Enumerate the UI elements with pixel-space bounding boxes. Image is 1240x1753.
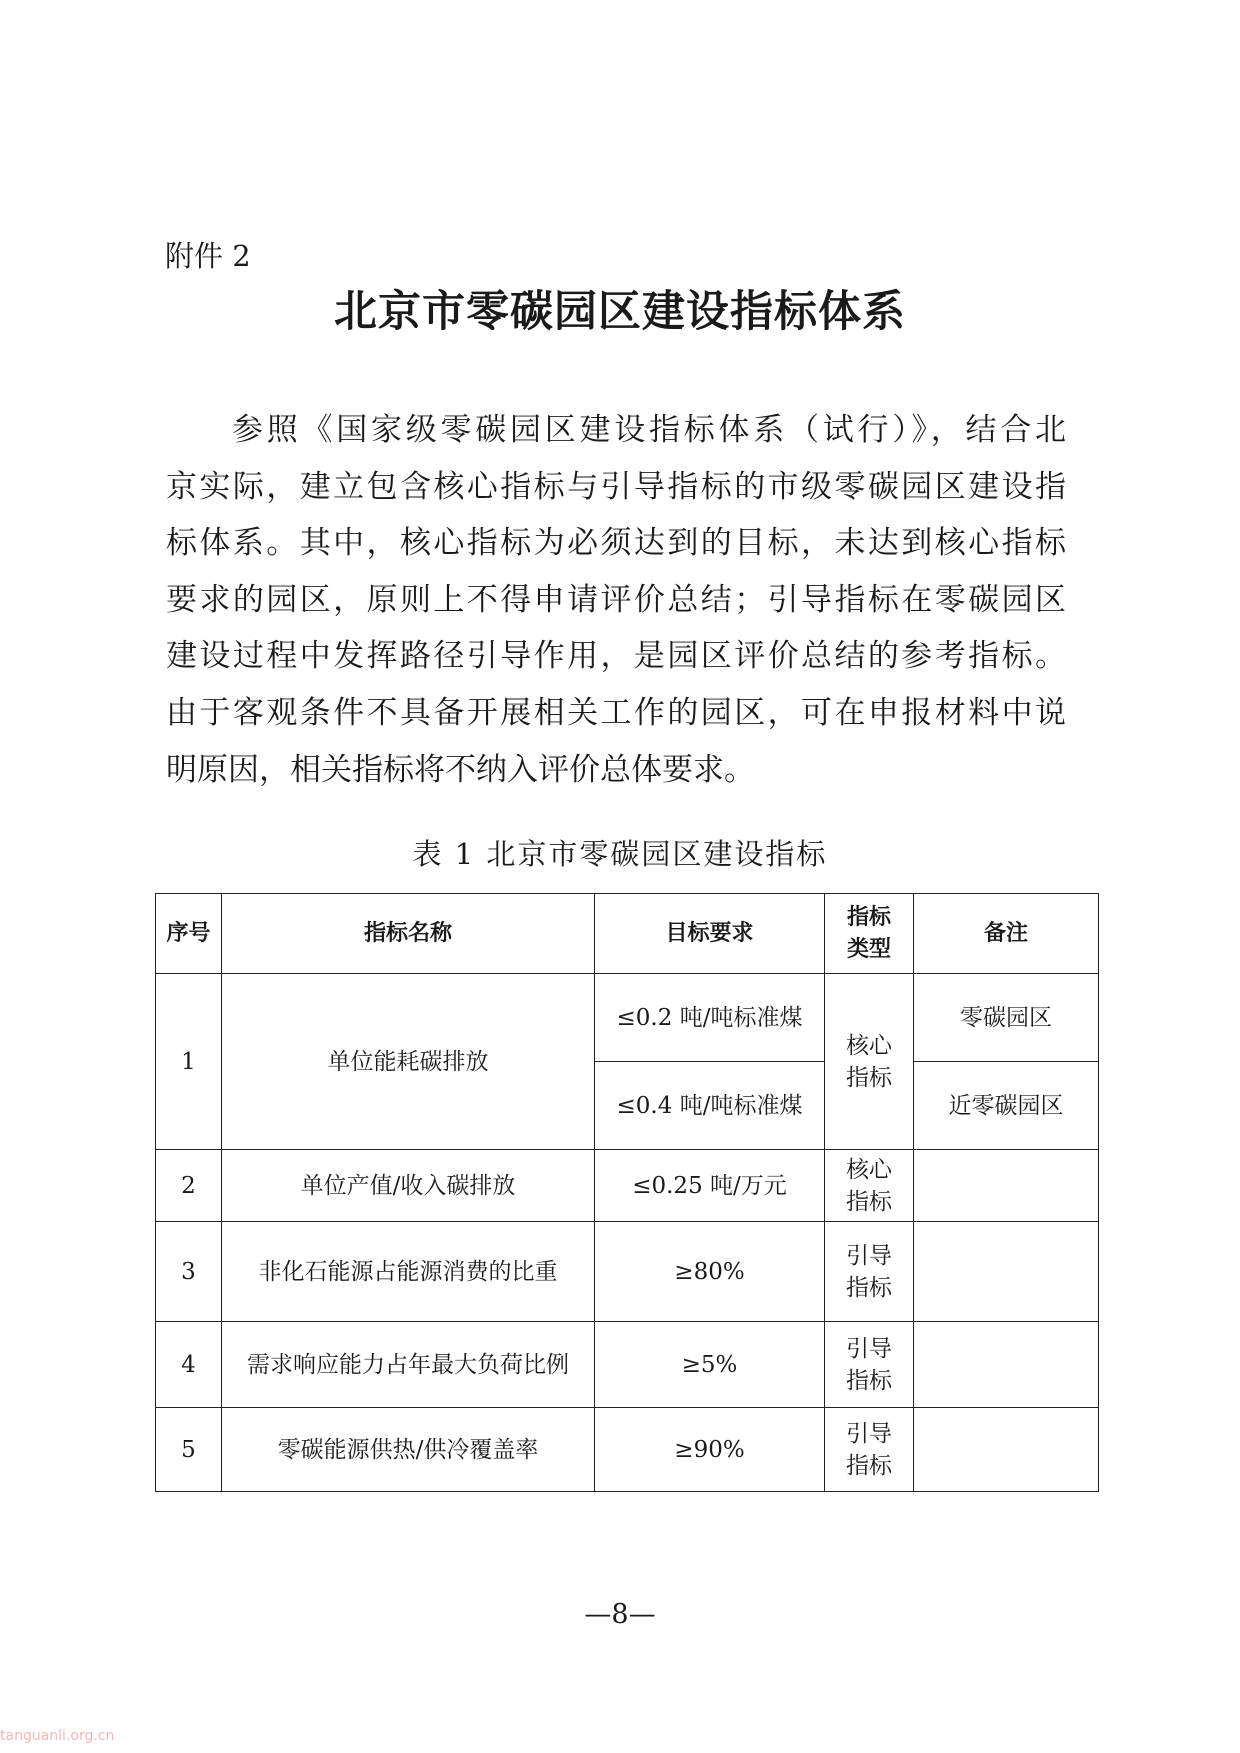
document-title: 北京市零碳园区建设指标体系 [334, 287, 906, 337]
table-row [156, 1408, 1099, 1492]
cell-target: ≥80% [595, 1222, 825, 1322]
cell-target: ≥90% [595, 1408, 825, 1492]
watermark-text: tanguanli.org.cn [0, 1728, 115, 1744]
cell-note [914, 1150, 1099, 1222]
intro-line: 京实际，建立包含核心指标与引导指标的市级零碳园区建设指 [166, 468, 1066, 505]
intro-line: 参照《国家级零碳园区建设指标体系（试行）》，结合北 [232, 412, 1066, 448]
cell-target: ≤0.4 吨/吨标准煤 [595, 1062, 825, 1150]
cell-no: 2 [156, 1150, 222, 1222]
intro-line: 要求的园区，原则上不得申请评价总结；引导指标在零碳园区 [166, 581, 1066, 618]
cell-target: ≥5% [595, 1322, 825, 1408]
table-row [156, 1322, 1099, 1408]
cell-note [914, 1322, 1099, 1408]
cell-target: ≤0.2 吨/吨标准煤 [595, 974, 825, 1062]
cell-note [914, 1222, 1099, 1322]
cell-note [914, 1408, 1099, 1492]
cell-type: 核心指标 [825, 974, 914, 1150]
header-name: 指标名称 [222, 894, 595, 974]
intro-line: 由于客观条件不具备开展相关工作的园区，可在申报材料中说 [166, 694, 1066, 731]
header-type: 指标类型 [825, 894, 914, 974]
cell-name: 需求响应能力占年最大负荷比例 [222, 1322, 595, 1408]
cell-target: ≤0.25 吨/万元 [595, 1150, 825, 1222]
cell-note: 零碳园区 [914, 974, 1099, 1062]
cell-note: 近零碳园区 [914, 1062, 1099, 1150]
intro-line: 明原因，相关指标将不纳入评价总体要求。 [166, 751, 755, 788]
cell-type: 核心指标 [825, 1150, 914, 1222]
intro-line: 建设过程中发挥路径引导作用，是园区评价总结的参考指标。 [166, 638, 1066, 675]
table-row [156, 1150, 1099, 1222]
table-row [156, 1222, 1099, 1322]
cell-no: 3 [156, 1222, 222, 1322]
cell-no: 4 [156, 1322, 222, 1408]
intro-line: 标体系。其中，核心指标为必须达到的目标，未达到核心指标 [166, 525, 1066, 562]
cell-name: 单位产值/收入碳排放 [222, 1150, 595, 1222]
attachment-label: 附件 2 [165, 239, 251, 273]
header-note: 备注 [914, 894, 1099, 974]
cell-type: 引导指标 [825, 1222, 914, 1322]
table-header-row [156, 894, 1099, 974]
table-row [156, 974, 1099, 1062]
cell-name: 非化石能源占能源消费的比重 [222, 1222, 595, 1322]
page-number: —8— [584, 1599, 656, 1630]
cell-no: 5 [156, 1408, 222, 1492]
cell-name: 单位能耗碳排放 [222, 974, 595, 1150]
cell-no: 1 [156, 974, 222, 1150]
intro-paragraph [166, 402, 1066, 798]
cell-type: 引导指标 [825, 1322, 914, 1408]
table-caption: 表 1 北京市零碳园区建设指标 [412, 837, 828, 871]
cell-name: 零碳能源供热/供冷覆盖率 [222, 1408, 595, 1492]
header-target: 目标要求 [595, 894, 825, 974]
cell-type: 引导指标 [825, 1408, 914, 1492]
index-table [155, 893, 1099, 1492]
header-no: 序号 [156, 894, 222, 974]
